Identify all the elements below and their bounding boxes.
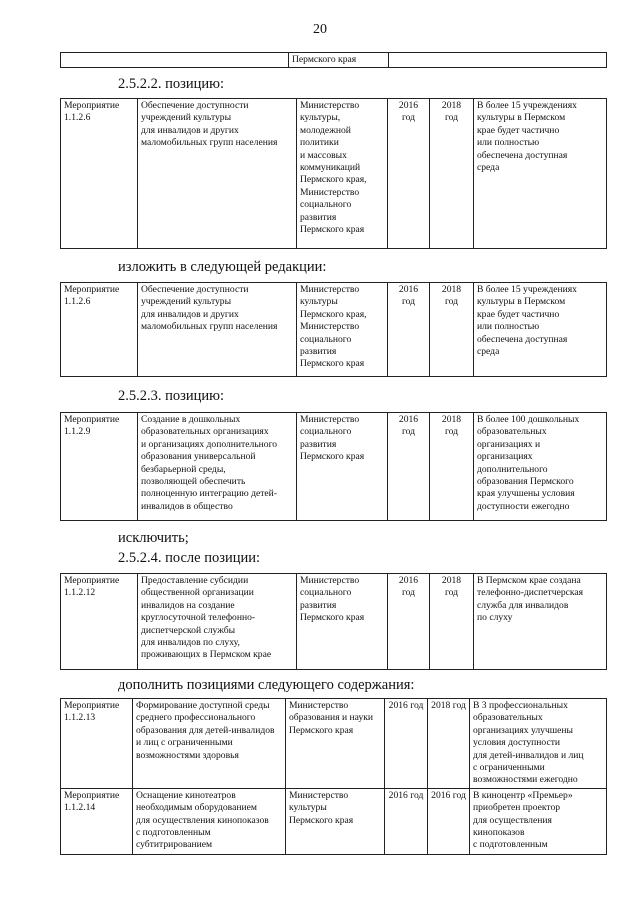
cell-end: 2018 год <box>430 283 474 377</box>
cell-start: 2016 год <box>388 283 430 377</box>
cell-start: 2016 год <box>388 413 430 521</box>
cell-id: Мероприятие 1.1.2.9 <box>61 413 138 521</box>
cell-executor: Министерство культуры Пермского края, Министерство социального развития Пермского края <box>297 283 388 377</box>
cell-result: В более 100 дошкольных образовательных организациях и организациях дополнительного образования Пермского края улучшены условия доступности ежегодно <box>474 413 607 521</box>
table-row <box>61 788 607 854</box>
cell-executor: Министерство социального развития Пермского края <box>297 574 388 670</box>
cell-name: Оснащение кинотеатров необходимым оборудованием для осуществления кинопоказов с подготовленным субтитрированием <box>133 788 286 854</box>
table-row <box>61 283 607 377</box>
cell-result: В более 15 учреждениях культуры в Пермском крае будет частично или полностью обеспечена доступная среда <box>474 99 607 249</box>
cell-id: Мероприятие 1.1.2.13 <box>61 699 133 789</box>
cell-result: В более 15 учреждениях культуры в Пермском крае будет частично или полностью обеспечена доступная среда <box>474 283 607 377</box>
cell-start: 2016 год <box>388 99 430 249</box>
table-position-1-1-2-9 <box>60 412 607 521</box>
cell-end: 2018 год <box>430 413 474 521</box>
cell-end: 2016 год <box>428 788 470 854</box>
cell-name: Предоставление субсидии общественной организации инвалидов на создание круглосуточной телефонно- диспетчерской службы для инвалидов по слуху, проживающих в Пермском крае <box>138 574 297 670</box>
cell-end: 2018 год <box>430 574 474 670</box>
cell-result: В 3 профессиональных образовательных организациях улучшены условия доступности для детей-инвалидов и лиц с ограниченными возможностями ежегодно <box>470 699 607 789</box>
page-number: 20 <box>313 22 327 37</box>
cell-start: 2016 год <box>385 699 428 789</box>
section-heading-2-5-2-3: 2.5.2.3. позицию: <box>118 388 225 404</box>
cell-result: В Пермском крае создана телефонно-диспетчерская служба для инвалидов по слуху <box>474 574 607 670</box>
table-row <box>61 53 607 68</box>
table-position-1-1-2-12 <box>60 573 607 670</box>
table-new-positions <box>60 698 607 855</box>
section-heading-2-5-2-2: 2.5.2.2. позицию: <box>118 76 225 92</box>
cell-executor: Министерство социального развития Пермского края <box>297 413 388 521</box>
cell-executor: Министерство культуры, молодежной политики и массовых коммуникаций Пермского края, Министерство социального развития Пермского края <box>297 99 388 249</box>
cell-result: В киноцентр «Премьер» приобретен проектор для осуществления кинопоказов с подготовленным <box>470 788 607 854</box>
cell-start: 2016 год <box>388 574 430 670</box>
cell-end: 2018 год <box>428 699 470 789</box>
cell-id: Мероприятие 1.1.2.6 <box>61 283 138 377</box>
cell-id: Мероприятие 1.1.2.12 <box>61 574 138 670</box>
cell-executor: Министерство культуры Пермского края <box>286 788 385 854</box>
cell-executor: Министерство образования и науки Пермского края <box>286 699 385 789</box>
table-row <box>61 574 607 670</box>
section-heading-2-5-2-4: 2.5.2.4. после позиции: <box>118 550 261 566</box>
cell-executor: Пермского края <box>289 53 389 68</box>
cell-id: Мероприятие 1.1.2.14 <box>61 788 133 854</box>
table-row <box>61 413 607 521</box>
section-heading-exclude: исключить; <box>118 530 189 546</box>
table-position-1-1-2-6-old <box>60 98 607 249</box>
cell-name: Формирование доступной среды среднего профессионального образования для детей-инвалидов и лиц с ограниченными возможностями здоровья <box>133 699 286 789</box>
table-row <box>61 699 607 789</box>
cell-name: Обеспечение доступности учреждений культуры для инвалидов и других маломобильных групп населения <box>138 99 297 249</box>
cell-name: Создание в дошкольных образовательных организациях и организациях дополнительного образования универсальной безбарьерной среды, позволяющей обеспечить полноценную интеграцию детей- инвалидов в общество <box>138 413 297 521</box>
table-fragment-top <box>60 52 607 68</box>
section-heading-new-edition: изложить в следующей редакции: <box>118 259 327 275</box>
table-row <box>61 99 607 249</box>
cell-end: 2018 год <box>430 99 474 249</box>
section-heading-add-positions: дополнить позициями следующего содержания: <box>118 677 415 693</box>
cell-id: Мероприятие 1.1.2.6 <box>61 99 138 249</box>
cell-name: Обеспечение доступности учреждений культуры для инвалидов и других маломобильных групп населения <box>138 283 297 377</box>
table-position-1-1-2-6-new <box>60 282 607 377</box>
cell-start: 2016 год <box>385 788 428 854</box>
